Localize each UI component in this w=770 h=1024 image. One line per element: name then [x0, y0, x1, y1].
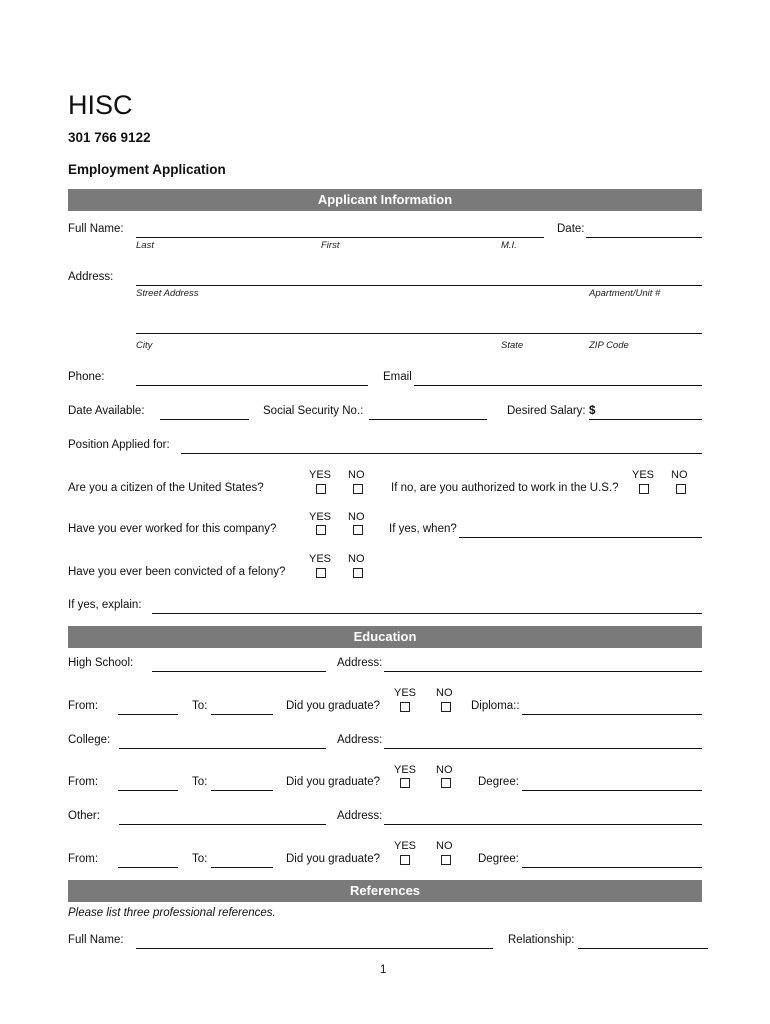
college-label: College:: [68, 734, 111, 746]
zip-caption: ZIP Code: [589, 340, 629, 351]
company-phone: 301 766 9122: [68, 130, 151, 145]
citizen-yes-checkbox[interactable]: [316, 484, 326, 494]
education-section-header: Education: [68, 626, 702, 648]
desired-salary-label: Desired Salary:: [507, 405, 586, 417]
position-label: Position Applied for:: [68, 439, 170, 451]
felony-yes-label: YES: [309, 553, 332, 565]
felony-yes-checkbox[interactable]: [316, 568, 326, 578]
references-instructions: Please list three professional references.: [68, 907, 276, 919]
college-address-field[interactable]: [384, 748, 702, 749]
worked-question: Have you ever worked for this company?: [68, 523, 277, 535]
last-name-caption: Last: [136, 240, 154, 251]
desired-salary-field[interactable]: [589, 419, 702, 420]
email-label: Email: [383, 371, 412, 383]
date-available-field[interactable]: [160, 419, 249, 420]
authorized-yes-label: YES: [632, 469, 655, 481]
other-graduate-yes-label: YES: [394, 840, 417, 852]
college-graduate-no-checkbox[interactable]: [441, 778, 451, 788]
worked-no-label: NO: [348, 511, 365, 523]
other-graduate-no-checkbox[interactable]: [441, 855, 451, 865]
worked-yes-label: YES: [309, 511, 332, 523]
state-caption: State: [501, 340, 524, 351]
other-graduate-no-label: NO: [436, 840, 453, 852]
other-address-field[interactable]: [384, 824, 702, 825]
high-school-address-field[interactable]: [384, 671, 702, 672]
if-yes-explain-field[interactable]: [152, 613, 702, 614]
reference-full-name-label: Full Name:: [68, 934, 124, 946]
salary-currency: $: [589, 405, 596, 417]
other-from-field[interactable]: [118, 867, 178, 868]
diploma-label: Diploma::: [471, 700, 520, 712]
references-section-header: References: [68, 880, 702, 902]
other-from-label: From:: [68, 853, 99, 865]
phone-field[interactable]: [136, 385, 368, 386]
hs-from-field[interactable]: [118, 714, 178, 715]
college-address-label: Address:: [337, 734, 383, 746]
college-graduate-yes-label: YES: [394, 764, 417, 776]
position-field[interactable]: [181, 453, 702, 454]
other-to-field[interactable]: [211, 867, 273, 868]
other-address-label: Address:: [337, 810, 383, 822]
middle-initial-caption: M.I.: [501, 240, 517, 251]
diploma-field[interactable]: [522, 714, 702, 715]
street-address-caption: Street Address: [136, 288, 199, 299]
college-degree-label: Degree:: [478, 776, 519, 788]
high-school-label: High School:: [68, 657, 134, 669]
hs-graduate-no-label: NO: [436, 687, 453, 699]
page-number: 1: [380, 964, 387, 976]
college-to-label: To:: [192, 776, 208, 788]
relationship-field[interactable]: [578, 948, 708, 949]
other-school-field[interactable]: [119, 824, 326, 825]
hs-to-field[interactable]: [211, 714, 273, 715]
felony-no-checkbox[interactable]: [353, 568, 363, 578]
authorized-no-label: NO: [671, 469, 688, 481]
company-name: HISC: [68, 90, 133, 120]
other-graduate-question: Did you graduate?: [286, 853, 380, 865]
worked-yes-checkbox[interactable]: [316, 525, 326, 535]
college-from-field[interactable]: [118, 790, 178, 791]
if-yes-when-field[interactable]: [459, 537, 702, 538]
other-graduate-yes-checkbox[interactable]: [400, 855, 410, 865]
date-available-label: Date Available:: [68, 405, 145, 417]
authorized-yes-checkbox[interactable]: [639, 484, 649, 494]
city-state-zip-field[interactable]: [136, 333, 702, 334]
full-name-label: Full Name:: [68, 223, 124, 235]
email-field[interactable]: [414, 385, 702, 386]
form-title: Employment Application: [68, 162, 226, 177]
college-field[interactable]: [119, 748, 326, 749]
hs-graduate-no-checkbox[interactable]: [441, 702, 451, 712]
if-yes-explain-label: If yes, explain:: [68, 599, 142, 611]
college-degree-field[interactable]: [522, 790, 702, 791]
college-from-label: From:: [68, 776, 99, 788]
apartment-caption: Apartment/Unit #: [589, 288, 661, 299]
college-graduate-yes-checkbox[interactable]: [400, 778, 410, 788]
ssn-field[interactable]: [369, 419, 487, 420]
if-yes-when-label: If yes, when?: [389, 523, 457, 535]
full-name-field[interactable]: [136, 237, 544, 238]
date-field[interactable]: [586, 237, 702, 238]
high-school-field[interactable]: [152, 671, 326, 672]
citizen-no-checkbox[interactable]: [353, 484, 363, 494]
address-label: Address:: [68, 271, 114, 283]
citizen-question: Are you a citizen of the United States?: [68, 482, 264, 494]
applicant-section-header: Applicant Information: [68, 189, 702, 211]
college-graduate-no-label: NO: [436, 764, 453, 776]
other-to-label: To:: [192, 853, 208, 865]
authorized-no-checkbox[interactable]: [676, 484, 686, 494]
college-graduate-question: Did you graduate?: [286, 776, 380, 788]
worked-no-checkbox[interactable]: [353, 525, 363, 535]
hs-to-label: To:: [192, 700, 208, 712]
other-degree-label: Degree:: [478, 853, 519, 865]
hs-from-label: From:: [68, 700, 99, 712]
hs-graduate-yes-checkbox[interactable]: [400, 702, 410, 712]
felony-question: Have you ever been convicted of a felony?: [68, 566, 286, 578]
ssn-label: Social Security No.:: [263, 405, 364, 417]
other-label: Other:: [68, 810, 100, 822]
citizen-yes-label: YES: [309, 469, 332, 481]
authorized-question: If no, are you authorized to work in the U.S.?: [391, 482, 619, 494]
high-school-address-label: Address:: [337, 657, 383, 669]
citizen-no-label: NO: [348, 469, 365, 481]
date-label: Date:: [557, 223, 585, 235]
relationship-label: Relationship:: [508, 934, 575, 946]
city-caption: City: [136, 340, 153, 351]
phone-label: Phone:: [68, 371, 105, 383]
college-to-field[interactable]: [211, 790, 273, 791]
other-degree-field[interactable]: [522, 867, 702, 868]
felony-no-label: NO: [348, 553, 365, 565]
hs-graduate-yes-label: YES: [394, 687, 417, 699]
hs-graduate-question: Did you graduate?: [286, 700, 380, 712]
street-address-field[interactable]: [136, 285, 702, 286]
reference-full-name-field[interactable]: [136, 948, 493, 949]
first-name-caption: First: [321, 240, 340, 251]
